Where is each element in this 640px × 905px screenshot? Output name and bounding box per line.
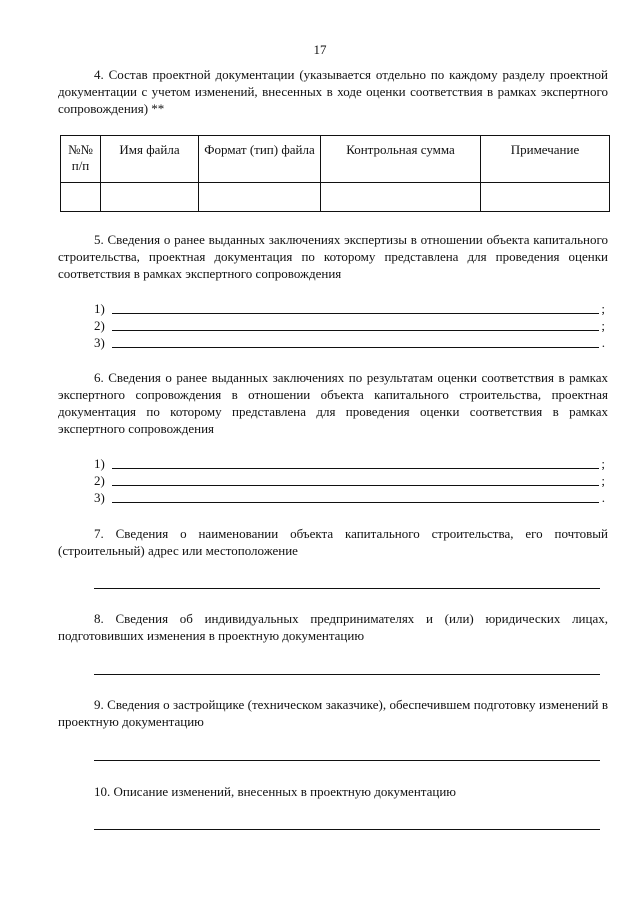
fill-line xyxy=(112,347,599,348)
col-header-checksum: Контрольная сумма xyxy=(321,136,481,183)
section-5-line-3 xyxy=(94,334,608,351)
line-end-mark: . xyxy=(601,335,605,350)
section-6-text: 6. Сведения о ранее выданных заключениях по результатам оценки соответствия в рамках экспертного сопровождения в отношении объекта капитального строительства, проектная документация по которому представлена для проведения оценки соответствия в рамках экспертного сопровождения xyxy=(58,370,608,436)
line-end-mark: . xyxy=(601,490,605,505)
table-cell xyxy=(321,183,481,212)
line-number: 3) xyxy=(94,335,105,350)
fill-line xyxy=(112,313,599,314)
table-cell xyxy=(481,183,610,212)
line-end-mark: ; xyxy=(601,473,605,488)
col-header-format: Формат (тип) файла xyxy=(199,136,321,183)
section-8-answer-line xyxy=(94,674,600,675)
section-10-text: 10. Описание изменений, внесенных в проектную документацию xyxy=(94,784,457,799)
section-5-line-1 xyxy=(94,300,608,317)
file-composition-table xyxy=(60,135,610,212)
section-5-text: 5. Сведения о ранее выданных заключениях экспертизы в отношении объекта капитального строительства, проектная документация по которому представлена для проведения оценки соответствия в рамках экспертного сопровождения xyxy=(58,232,608,281)
section-9-text: 9. Сведения о застройщике (техническом заказчике), обеспечившем подготовку изменений в проектную документацию xyxy=(58,697,608,729)
line-number: 1) xyxy=(94,301,105,316)
table-cell xyxy=(61,183,101,212)
table-cell xyxy=(199,183,321,212)
line-number: 3) xyxy=(94,490,105,505)
table-row xyxy=(61,183,610,212)
line-end-mark: ; xyxy=(601,318,605,333)
section-7-text: 7. Сведения о наименовании объекта капитального строительства, его почтовый (строительный) адрес или местоположение xyxy=(58,526,608,558)
col-header-number: №№ п/п xyxy=(61,136,101,183)
col-header-note: Примечание xyxy=(481,136,610,183)
section-10-answer-line xyxy=(94,829,600,830)
section-6-line-3 xyxy=(94,489,608,506)
section-7-answer-line xyxy=(94,588,600,589)
section-6-line-1 xyxy=(94,455,608,472)
fill-line xyxy=(112,485,599,486)
section-6-line-2 xyxy=(94,472,608,489)
section-8-text: 8. Сведения об индивидуальных предпринимателях и (или) юридических лицах, подготовивших изменения в проектную документацию xyxy=(58,611,608,643)
fill-line xyxy=(112,502,599,503)
line-end-mark: ; xyxy=(601,456,605,471)
line-number: 2) xyxy=(94,473,105,488)
line-number: 1) xyxy=(94,456,105,471)
section-4-text: 4. Состав проектной документации (указывается отдельно по каждому разделу проектной документации с учетом изменений, внесенных в ходе оценки соответствия в рамках экспертного сопровождения) ** xyxy=(58,67,608,116)
fill-line xyxy=(112,468,599,469)
section-5-line-2 xyxy=(94,317,608,334)
line-number: 2) xyxy=(94,318,105,333)
section-9-answer-line xyxy=(94,760,600,761)
fill-line xyxy=(112,330,599,331)
table-header-row xyxy=(61,136,610,183)
page-number: 17 xyxy=(313,42,327,57)
col-header-file-name: Имя файла xyxy=(101,136,199,183)
line-end-mark: ; xyxy=(601,301,605,316)
table-cell xyxy=(101,183,199,212)
